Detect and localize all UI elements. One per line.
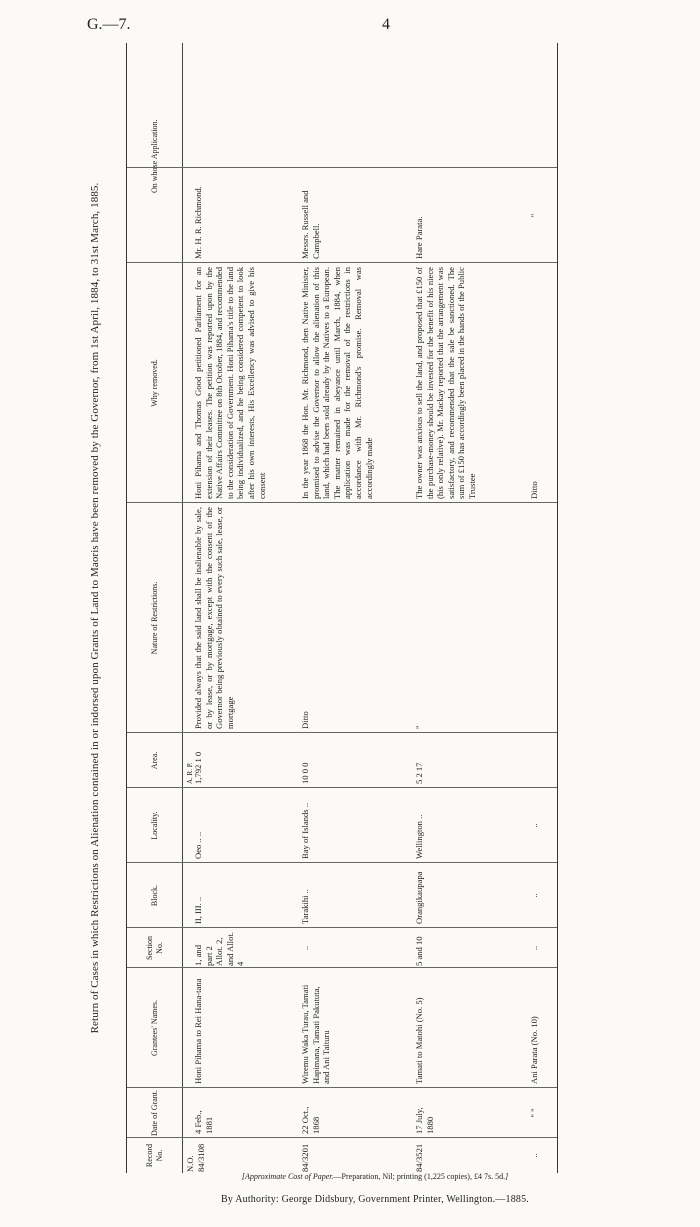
printer-imprint: By Authority: George Didsbury, Government Printer, Wellington.—1885. xyxy=(220,1194,529,1205)
row4-record: .. xyxy=(529,1153,539,1158)
row3-area: 5 2 17 xyxy=(414,762,424,784)
col-head-record: Record No. xyxy=(127,1138,183,1173)
row1-area: 1,792 1 0 xyxy=(193,751,203,784)
row2-date: 22 Oct., 1868 xyxy=(300,1106,321,1134)
col-head-area: Area. xyxy=(127,733,183,788)
col-head-date: Date of Grant. xyxy=(127,1088,183,1138)
row1-date: 4 Feb., 1881 xyxy=(193,1110,214,1134)
col-head-block: Block. xyxy=(127,863,183,928)
rule xyxy=(127,862,557,863)
row4-block: .. xyxy=(529,893,539,898)
cost-note: [Approximate Cost of Paper.—Preparation, Nil; printing (1,225 copies), £4 7s. 5d.] xyxy=(241,1172,509,1181)
row1-locality: Oeo .. .. xyxy=(193,831,203,859)
header-code: G.—7. xyxy=(87,16,131,33)
row2-area: 10 0 0 xyxy=(300,762,310,784)
col-head-nature: Nature of Restrictions. xyxy=(127,503,183,733)
row1-section: 1, and part 2 Allot. 2, and Allot. 4 xyxy=(193,932,246,966)
col-head-application: On whose Application. xyxy=(127,43,183,263)
return-table xyxy=(126,43,558,1173)
rule xyxy=(127,167,557,168)
row2-section: .. xyxy=(300,945,310,951)
row3-why: The owner was anxious to sell the land, and proposed that £150 of the purchase-money should be invested for the benefit of his niece (his only relative). Mr. Mackay reported that the arrangement was satisfactory, and recommended that the sale be sanctioned. The sum of £150 has accordingly been placed in the hands of the Public Trustee xyxy=(414,267,477,499)
row2-block: Tarakihi .. xyxy=(300,889,310,924)
row4-locality: .. xyxy=(529,823,539,828)
row1-why: Honi Pihama and Thomas Good petitioned Parliament for an extension of their leases. The petition was reported upon by the Native Affairs Committee on 8th October, 1884, and recommended to the consideration of Government. Honi Pihama's title to the land being individualized, and he being considered competent to look after his own interests, His Excellency was advised to give his consent xyxy=(193,267,267,499)
rule xyxy=(127,927,557,928)
row3-record: 84/3521 xyxy=(414,1143,424,1172)
area-units: A. R. P. xyxy=(186,762,194,784)
row3-section: 5 and 10 xyxy=(414,936,424,966)
rule xyxy=(127,967,557,968)
table-title: Return of Cases in which Restrictions on Alienation contained in or indorsed upon Grants of Land to Maoris have been removed by the Governor, from 1st April, 1884, to 31st March, 1885. xyxy=(89,182,101,1034)
cost-label: Approximate Cost of Paper. xyxy=(244,1172,334,1181)
row2-locality: Bay of Islands .. xyxy=(300,802,310,859)
row2-applicant: Messrs. Russell and Campbell. xyxy=(300,190,321,259)
row1-applicant: Mr. H. R. Richmond. xyxy=(193,186,203,259)
row4-applicant: " xyxy=(529,213,539,218)
row1-nature: Provided always that the said land shall be inalienable by sale, or by lease, or by mortgage, except with the consent of the Governor being previously obtained to every such sale, lease, or mortgage xyxy=(193,507,235,729)
row4-date: " " xyxy=(529,1108,539,1118)
col-head-why: Why removed. xyxy=(127,263,183,503)
row4-section: .. xyxy=(529,945,539,951)
row3-nature: " xyxy=(414,725,424,729)
row2-nature: Ditto xyxy=(300,711,310,729)
row4-grantees: Ani Parata (No. 10) xyxy=(529,1016,539,1084)
col-head-grantees: Grantees' Names. xyxy=(127,968,183,1088)
row3-block: Orangikaupapa xyxy=(414,871,424,924)
row3-grantees: Tamati to Matohi (No. 5) xyxy=(414,997,424,1084)
row2-grantees: Wiremu Waka Turau, Tamati Hapimana, Tamati Pakututa, and Ani Taituru xyxy=(300,984,332,1084)
row3-applicant: Hare Parata. xyxy=(414,216,424,259)
cost-text: —Preparation, Nil; printing (1,225 copies), £4 7s. 5d. xyxy=(333,1172,506,1181)
return-table-rotated xyxy=(88,43,558,1173)
row1-record: N.O. 84/3108 xyxy=(185,1143,206,1172)
row4-why: Ditto xyxy=(529,481,539,499)
row1-block: II, III. .. xyxy=(193,896,203,924)
rule xyxy=(127,1087,557,1088)
row2-why: In the year 1868 the Hon. Mr. Richmond, then Native Minister, promised to advise the Governor to allow the alienation of this land, which had been sold already by the Natives to a European. The matter remained in abeyance until March, 1884, when application was made for the removal of the restrictions in accordance with Mr. Richmond's promise. Removal was accordingly made xyxy=(300,267,374,499)
row1-grantees: Honi Pihama to Rei Hana-tana xyxy=(193,978,203,1084)
row3-locality: Wellington .. xyxy=(414,814,424,859)
page-number: 4 xyxy=(382,16,390,33)
row2-record: 84/3201 xyxy=(300,1143,310,1172)
col-head-section: Section No. xyxy=(127,928,183,968)
col-head-locality: Locality. xyxy=(127,788,183,863)
row3-date: 17 July, 1880 xyxy=(414,1107,435,1134)
